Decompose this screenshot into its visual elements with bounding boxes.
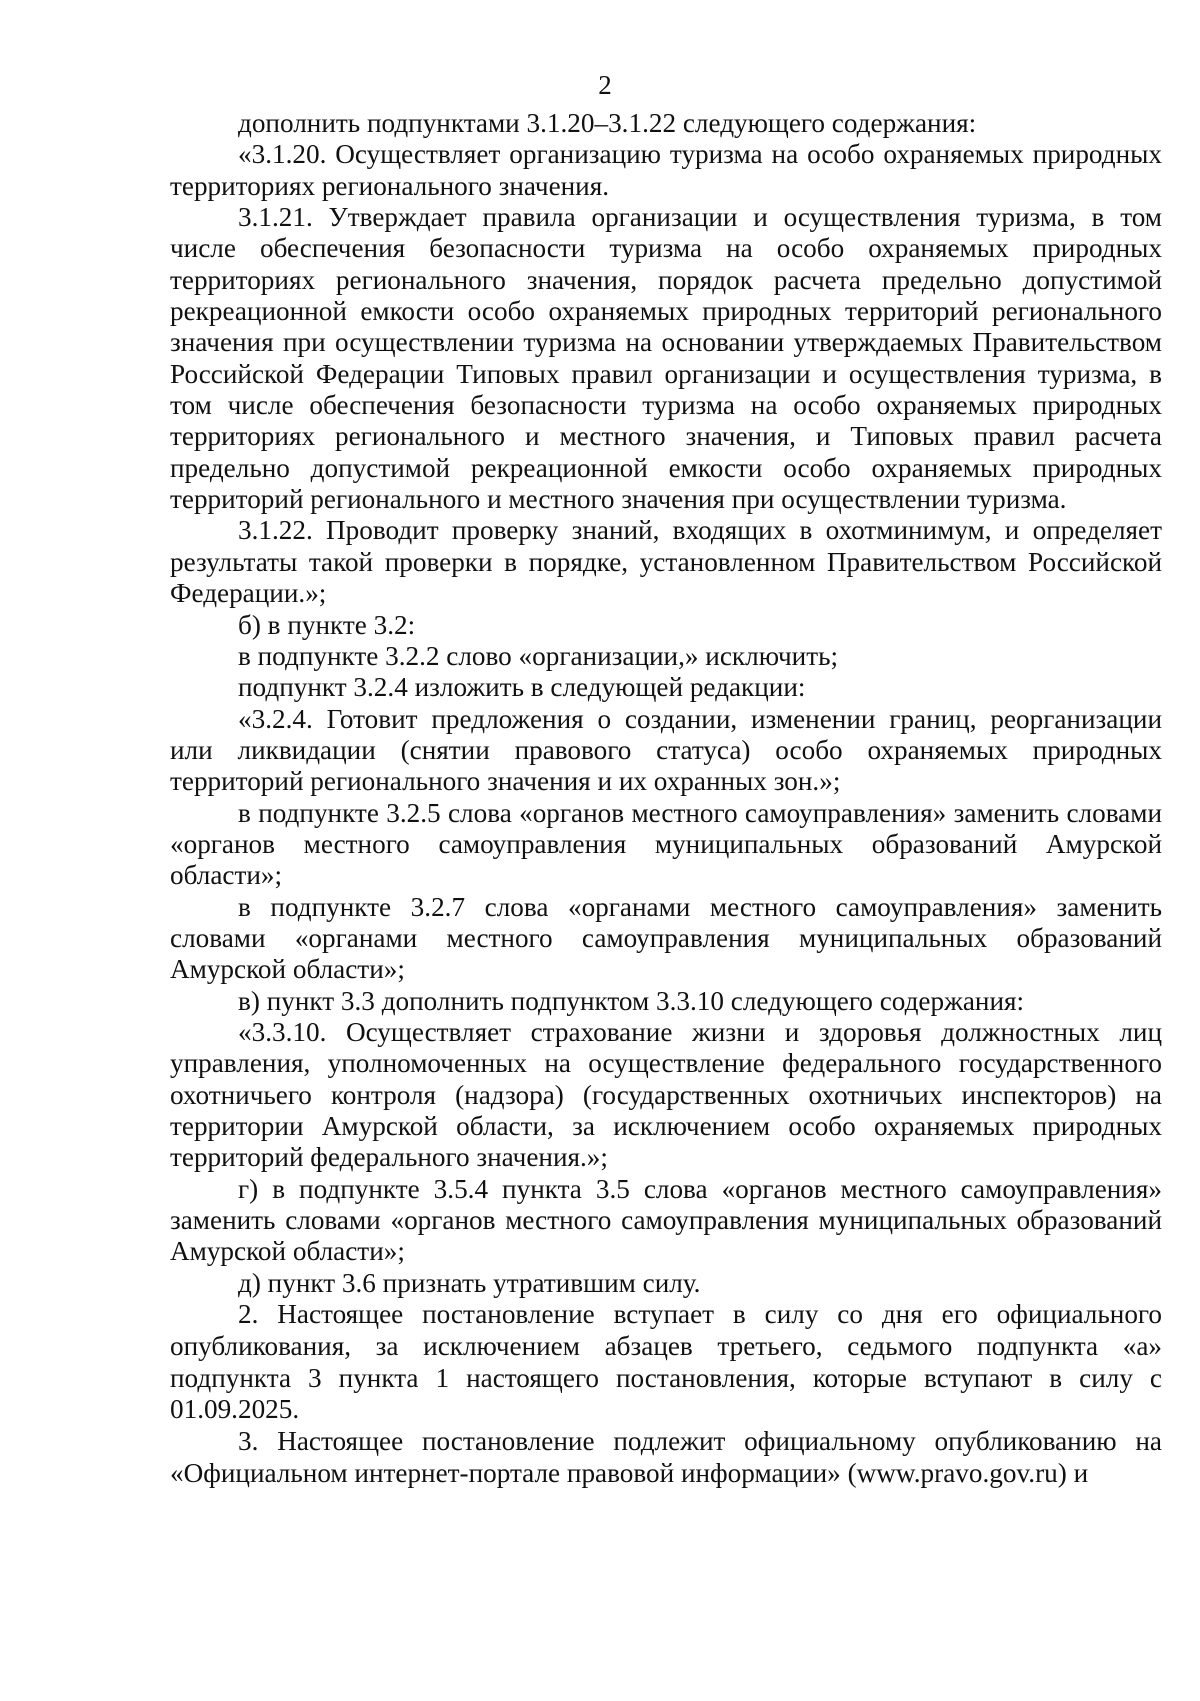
paragraph-3-1-21: 3.1.21. Утверждает правила организации и осуществления туризма, в том числе обеспечения безопасности туризма на особо охраняемых природных территориях регионального значения, порядок расчета предельно допустимой рекреационной емкости особо охраняемых природных территорий регионального значения при осуществлении туризма на основании утверждаемых Правительством Российской Федерации Типовых правил организации и осуществления туризма, в том числе обеспечения безопасности туризма на особо охраняемых природных территориях регионального и местного значения, и Типовых правил расчета предельно допустимой рекреационной емкости особо охраняемых природных территорий регионального и местного значения при осуществлении туризма. xyxy=(170,202,1162,515)
paragraph-3-2-7: в подпункте 3.2.7 слова «органами местного самоуправления» заменить словами «органами местного самоуправления муниципальных образований Амурской области»; xyxy=(170,891,1162,985)
paragraph-clause-3: 3. Настоящее постановление подлежит официальному опубликованию на «Официальном интернет-портале правовой информации» (www.pravo.gov.ru) и xyxy=(170,1426,1162,1489)
paragraph-3-2-2: в подпункте 3.2.2 слово «организации,» исключить; xyxy=(238,640,839,671)
paragraph-item-v: в) пункт 3.3 дополнить подпунктом 3.3.10 следующего содержания: xyxy=(238,985,1025,1016)
paragraph-3-2-4-intro: подпункт 3.2.4 изложить в следующей редакции: xyxy=(238,672,806,703)
paragraph-3-2-5: в подпункте 3.2.5 слова «органов местного самоуправления» заменить словами «органов местного самоуправления муниципальных образований Амурской области»; xyxy=(170,797,1162,891)
paragraph-item-b: б) в пункте 3.2: xyxy=(238,609,416,640)
paragraph-item-g: г) в подпункте 3.5.4 пункта 3.5 слова «органов местного самоуправления» заменить словами «органов местного самоуправления муниципальных образований Амурской области»; xyxy=(170,1173,1162,1267)
paragraph-clause-2: 2. Настоящее постановление вступает в силу со дня его официального опубликования, за исключением абзацев третьего, седьмого подпункта «а» подпункта 3 пункта 1 настоящего постановления, которые вступают в силу с 01.09.2025. xyxy=(170,1299,1162,1425)
paragraph-3-2-4: «3.2.4. Готовит предложения о создании, изменении границ, реорганизации или ликвидации (снятии правового статуса) особо охраняемых природных территорий регионального значения и их охранных зон.»; xyxy=(170,703,1162,797)
paragraph-intro: дополнить подпунктами 3.1.20–3.1.22 следующего содержания: xyxy=(238,108,977,138)
paragraph-3-1-22: 3.1.22. Проводит проверку знаний, входящих в охотминимум, и определяет результаты такой проверки в порядке, установленном Правительством Российской Федерации.»; xyxy=(170,515,1162,609)
document-body xyxy=(170,108,1162,1490)
paragraph-item-d: д) пункт 3.6 признать утратившим силу. xyxy=(238,1267,701,1298)
paragraph-3-3-10: «3.3.10. Осуществляет страхование жизни и здоровья должностных лиц управления, уполномоченных на осуществление федерального государственного охотничьего контроля (надзора) (государственных охотничьих инспекторов) на территории Амурской области, за исключением особо охраняемых природных территорий федерального значения.»; xyxy=(170,1016,1162,1173)
page-number: 2 xyxy=(598,70,612,100)
paragraph-3-1-20: «3.1.20. Осуществляет организацию туризма на особо охраняемых природных территориях регионального значения. xyxy=(170,139,1162,201)
